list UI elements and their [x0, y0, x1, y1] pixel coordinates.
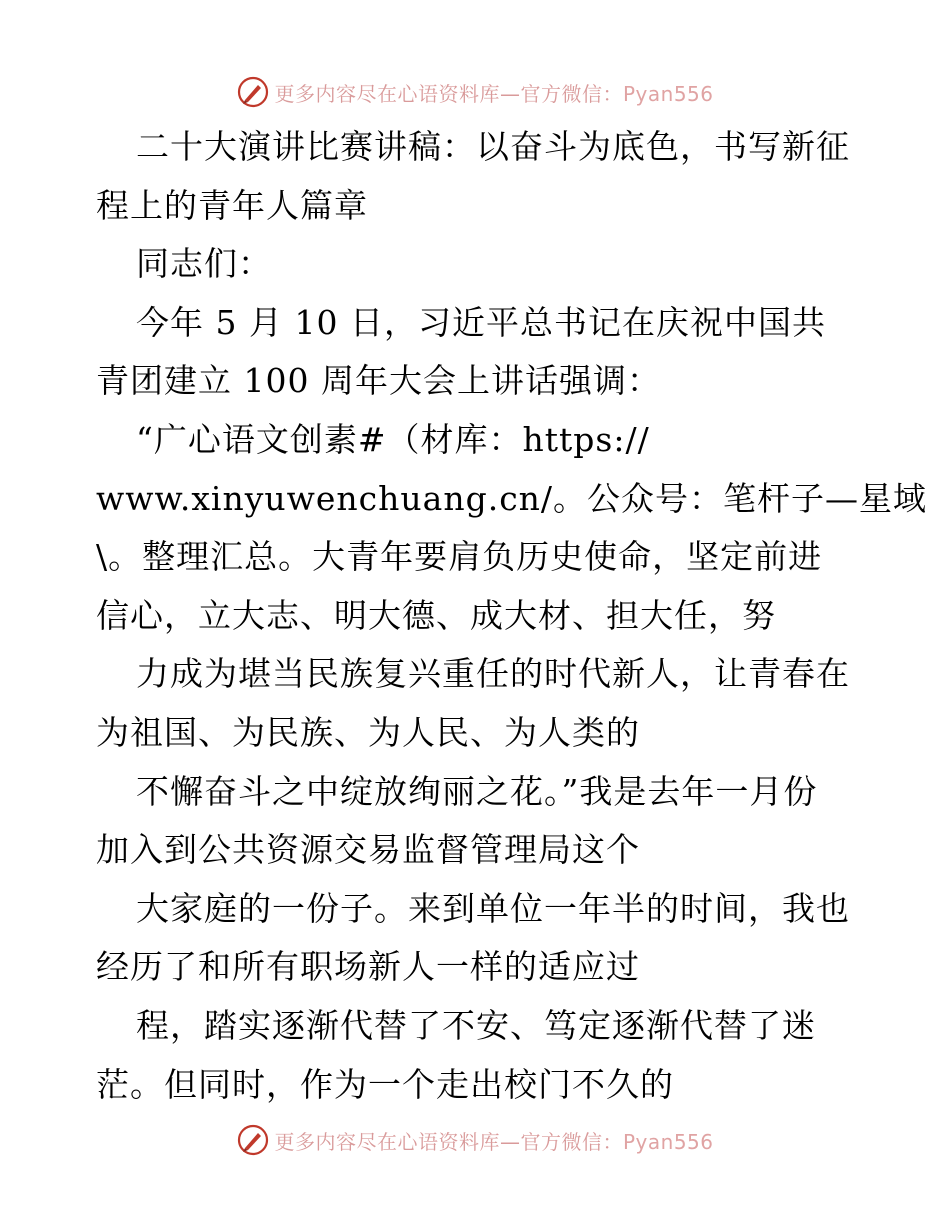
watermark-label: 更多内容尽在心语资料库—官方微信： [274, 1129, 623, 1154]
text-line: 力成为堪当民族复兴重任的时代新人，让青春在 [136, 654, 850, 694]
text-line: 加入到公共资源交易监督管理局这个 [96, 830, 640, 870]
pen-logo-icon [236, 75, 270, 109]
watermark-wechat-id: Pyan556 [622, 1129, 714, 1154]
text-line: 程上的青年人篇章 [96, 185, 368, 225]
header-watermark [0, 72, 950, 112]
watermark-text [274, 1126, 713, 1155]
document-body [96, 118, 928, 1114]
text-line: 程，踏实逐渐代替了不安、笃定逐渐代替了迷 [136, 1005, 816, 1045]
text-line: 今年 5 月 10 日，习近平总书记在庆祝中国共 [136, 302, 826, 342]
text-line: “广心语文创素#（材库：https:// [136, 419, 650, 459]
text-line: 信心，立大志、明大德、成大材、担大任，努 [96, 595, 776, 635]
text-line: 经历了和所有职场新人一样的适应过 [96, 947, 640, 987]
text-line: 不懈奋斗之中绽放绚丽之花。”我是去年一月份 [136, 771, 818, 811]
watermark-label: 更多内容尽在心语资料库—官方微信： [274, 81, 623, 106]
text-line: 同志们： [136, 244, 272, 284]
text-line: \。整理汇总。大青年要肩负历史使命，坚定前进 [96, 537, 823, 577]
watermark-text [274, 78, 713, 107]
text-line: 二十大演讲比赛讲稿：以奋斗为底色，书写新征 [136, 127, 850, 166]
pen-logo-icon [236, 1123, 270, 1157]
text-line: 茫。但同时，作为一个走出校门不久的 [96, 1064, 674, 1104]
watermark-wechat-id: Pyan556 [622, 81, 714, 106]
footer-watermark [0, 1120, 950, 1160]
text-line: www.xinyuwenchuang.cn/。公众号：笔杆子—星域 [96, 478, 928, 518]
text-line: 青团建立 100 周年大会上讲话强调： [96, 361, 661, 401]
text-line: 大家庭的一份子。来到单位一年半的时间，我也 [136, 888, 850, 928]
text-line: 为祖国、为民族、为人民、为人类的 [96, 712, 640, 752]
